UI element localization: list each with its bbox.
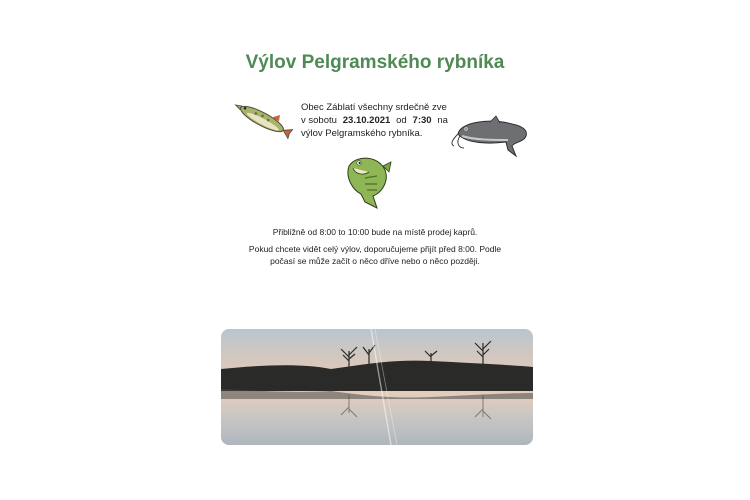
pike-fish-icon: [230, 95, 294, 143]
advice-line-1: Pokud chcete vidět celý výlov, doporučujeme přijít před 8:00. Podle: [248, 244, 502, 254]
invitation-line-3: výlov Pelgramského rybníka.: [301, 128, 423, 139]
invitation-line-2-suffix: na: [437, 115, 448, 126]
invitation-date-prefix: v sobotu: [301, 115, 337, 126]
event-date: 23.10.2021: [342, 115, 391, 126]
invitation-line-2: [301, 114, 448, 127]
advice-line-2: počasí se může začít o něco dříve nebo o něco později.: [270, 256, 480, 266]
catfish-icon: [450, 112, 534, 160]
invitation-text: [301, 101, 448, 140]
sales-info: Přibližně od 8:00 to 10:00 bude na místě prodej kaprů.: [272, 227, 478, 237]
invitation-time-prefix: od: [396, 115, 407, 126]
pond-photo: [221, 329, 533, 445]
page-title: Výlov Pelgramského rybníka: [245, 52, 505, 73]
event-time: 7:30: [412, 115, 432, 126]
bass-fish-icon: [343, 152, 395, 210]
invitation-line-1: Obec Záblatí všechny srdečně zve: [301, 102, 447, 113]
